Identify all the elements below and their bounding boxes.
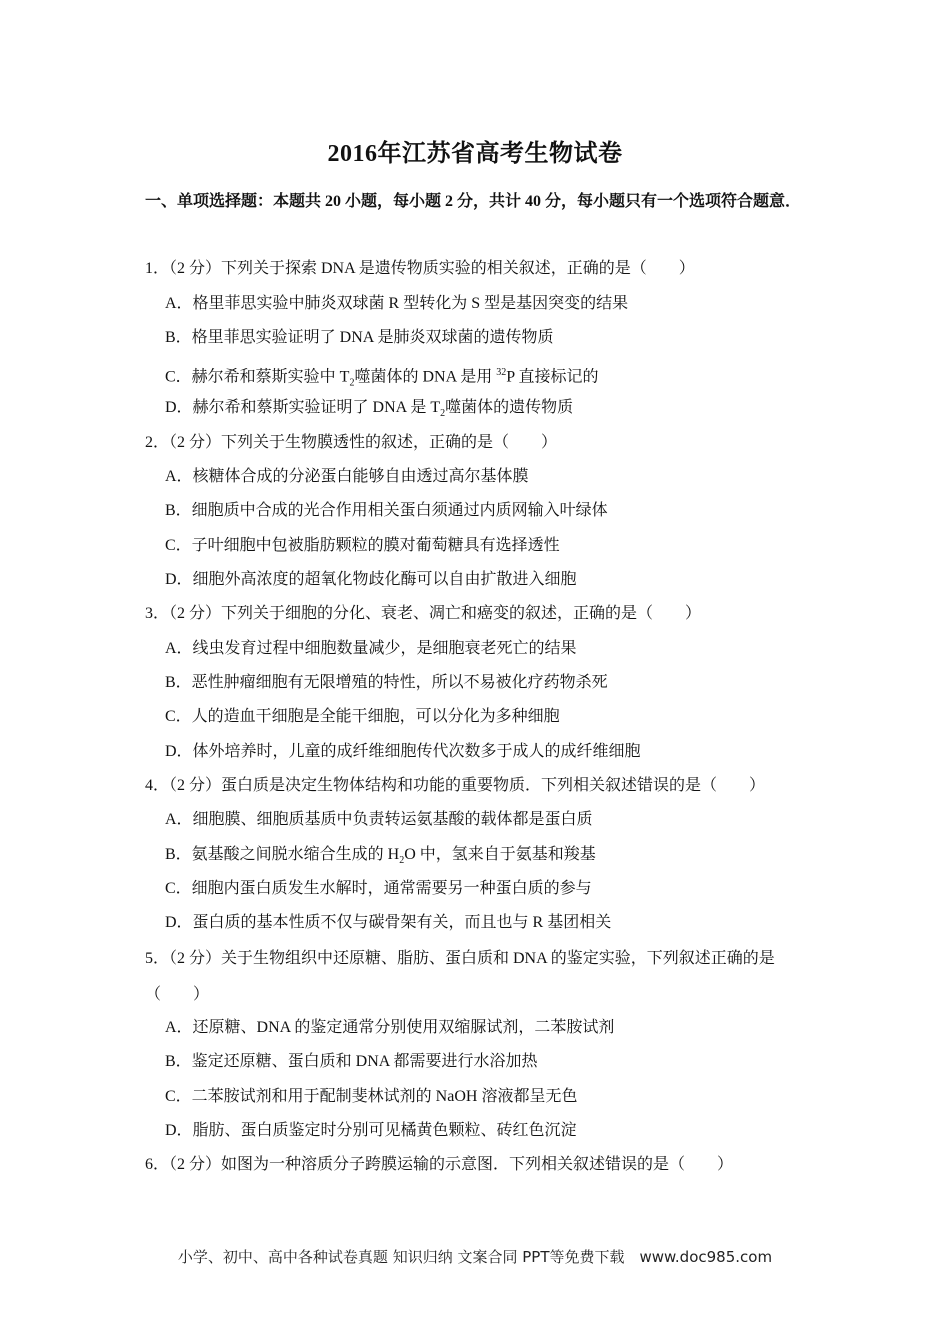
- question-2-option-a: A．核糖体合成的分泌蛋白能够自由透过高尔基体膜: [165, 468, 529, 485]
- question-3-option-c: C．人的造血干细胞是全能干细胞，可以分化为多种细胞: [165, 708, 560, 725]
- question-1-option-b: B．格里菲思实验证明了 DNA 是肺炎双球菌的遗传物质: [165, 329, 554, 346]
- section-heading: 一、单项选择题：本题共 20 小题，每小题 2 分，共计 40 分，每小题只有一个选项符合题意．: [145, 193, 802, 210]
- page-title: 2016年江苏省高考生物试卷: [327, 141, 623, 167]
- question-1-option-d: D．赫尔希和蔡斯实验证明了 DNA 是 $T_2$噬菌体的遗传物质: [165, 399, 574, 420]
- question-4-stem: 4．（2 分）蛋白质是决定生物体结构和功能的重要物质．下列相关叙述错误的是（ ）: [145, 777, 766, 794]
- question-4-option-d: D．蛋白质的基本性质不仅与碳骨架有关，而且也与 R 基团相关: [165, 914, 612, 931]
- question-2-option-b: B．细胞质中合成的光合作用相关蛋白须通过内质网输入叶绿体: [165, 502, 608, 519]
- question-2-option-d: D．细胞外高浓度的超氧化物歧化酶可以自由扩散进入细胞: [165, 571, 577, 588]
- question-5-stem: 5．（2 分）关于生物组织中还原糖、脂肪、蛋白质和 DNA 的鉴定实验，下列叙述正确的是（ ）: [145, 950, 775, 1003]
- question-3-option-b: B．恶性肿瘤细胞有无限增殖的特性，所以不易被化疗药物杀死: [165, 674, 608, 691]
- question-4-option-b: B．氨基酸之间脱水缩合生成的 $H_2O$ 中，氢来自于氨基和羧基: [165, 846, 596, 867]
- question-4-option-a: A．细胞膜、细胞质基质中负责转运氨基酸的载体都是蛋白质: [165, 811, 593, 828]
- question-2-stem: 2．（2 分）下列关于生物膜透性的叙述，正确的是（ ）: [145, 434, 558, 451]
- question-1-stem: 1．（2 分）下列关于探索 DNA 是遗传物质实验的相关叙述，正确的是（ ）: [145, 260, 695, 277]
- question-5-option-b: B．鉴定还原糖、蛋白质和 DNA 都需要进行水浴加热: [165, 1053, 538, 1070]
- question-2-option-c: C．子叶细胞中包被脂肪颗粒的膜对葡萄糖具有选择透性: [165, 537, 560, 554]
- question-1-option-c: C．赫尔希和蔡斯实验中 $T_2$噬菌体的 DNA 是用 $^{32}$P 直接标记的: [165, 367, 599, 389]
- question-5-option-c: C．二苯胺试剂和用于配制斐林试剂的 NaOH 溶液都呈无色: [165, 1088, 578, 1105]
- question-5-option-a: A．还原糖、DNA 的鉴定通常分别使用双缩脲试剂，二苯胺试剂: [165, 1019, 615, 1036]
- question-1-option-a: A．格里菲思实验中肺炎双球菌 R 型转化为 S 型是基因突变的结果: [165, 295, 629, 312]
- question-5-option-d: D．脂肪、蛋白质鉴定时分别可见橘黄色颗粒、砖红色沉淀: [165, 1122, 577, 1139]
- question-3-stem: 3．（2 分）下列关于细胞的分化、衰老、凋亡和癌变的叙述，正确的是（ ）: [145, 605, 702, 622]
- question-4-option-c: C．细胞内蛋白质发生水解时，通常需要另一种蛋白质的参与: [165, 880, 592, 897]
- footer-watermark: 小学、初中、高中各种试卷真题 知识归纳 文案合同 PPT等免费下载 www.doc985.com: [177, 1248, 773, 1266]
- question-6-stem: 6．（2 分）如图为一种溶质分子跨膜运输的示意图．下列相关叙述错误的是（ ）: [145, 1156, 734, 1173]
- question-3-option-a: A．线虫发育过程中细胞数量减少，是细胞衰老死亡的结果: [165, 640, 577, 657]
- question-3-option-d: D．体外培养时，儿童的成纤维细胞传代次数多于成人的成纤维细胞: [165, 743, 641, 760]
